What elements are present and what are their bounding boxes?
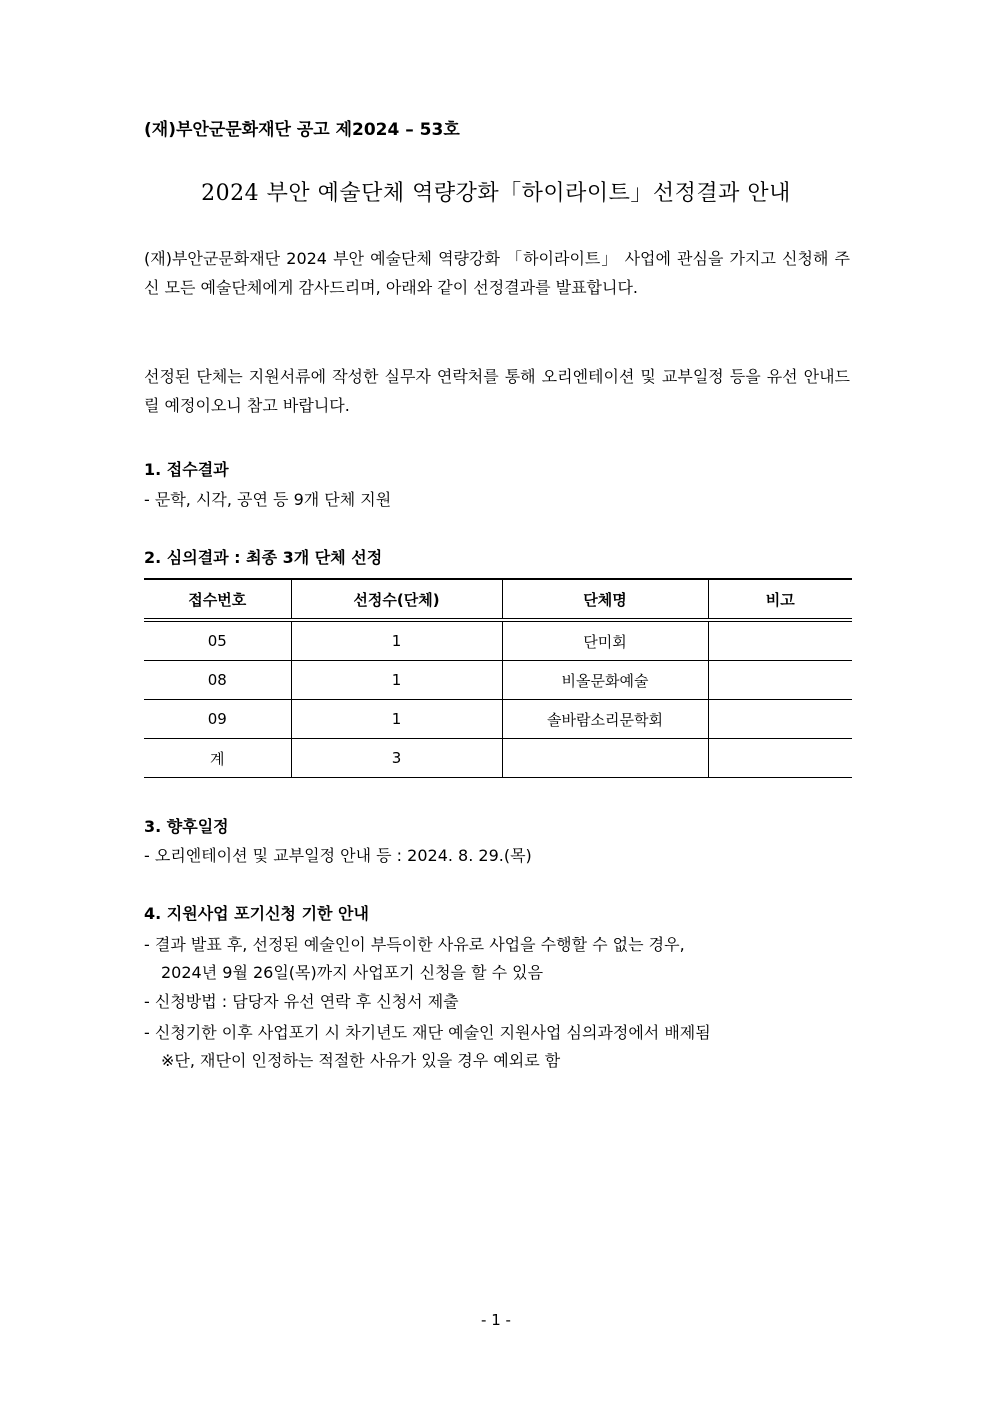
cell-remarks xyxy=(708,739,852,778)
table-header-row xyxy=(144,579,852,620)
document-title: 2024 부안 예술단체 역량강화「하이라이트」선정결과 안내 xyxy=(201,181,791,206)
table-row xyxy=(144,661,852,700)
section4-item1-line1: - 결과 발표 후, 선정된 예술인이 부득이한 사유로 사업을 수행할 수 없는 경우, xyxy=(144,935,685,954)
section2-heading: 2. 심의결과 : 최종 3개 단체 선정 xyxy=(144,548,383,567)
header-selected-count: 선정수(단체) xyxy=(291,579,502,620)
section4-item3: - 신청기한 이후 사업포기 시 차기년도 재단 예술인 지원사업 심의과정에서 배제됨 xyxy=(144,1023,711,1042)
header-remarks: 비고 xyxy=(708,579,852,620)
notice-number: (재)부안군문화재단 공고 제2024 – 53호 xyxy=(144,120,460,140)
intro-paragraph: (재)부안군문화재단 2024 부안 예술단체 역량강화 「하이라이트」 사업에 관심을 가지고 신청해 주신 모든 예술단체에게 감사드리며, 아래와 같이 선정결과를 발표합니다. xyxy=(144,249,850,297)
section4-item1-line2: 2024년 9월 26일(목)까지 사업포기 신청을 할 수 있음 xyxy=(161,963,544,982)
cell-group-name: 솔바람소리문학회 xyxy=(502,700,708,739)
section4-item2: - 신청방법 : 담당자 유선 연락 후 신청서 제출 xyxy=(144,992,459,1011)
cell-receipt-number: 05 xyxy=(144,620,291,661)
cell-remarks xyxy=(708,700,852,739)
table-row xyxy=(144,620,852,661)
cell-selected-count: 1 xyxy=(291,620,502,661)
cell-total-label: 계 xyxy=(144,739,291,778)
section1-heading: 1. 접수결과 xyxy=(144,460,229,479)
cell-total-count: 3 xyxy=(291,739,502,778)
cell-group-name: 비올문화예술 xyxy=(502,661,708,700)
section3-item: - 오리엔테이션 및 교부일정 안내 등 : 2024. 8. 29.(목) xyxy=(144,846,532,865)
section4-heading: 4. 지원사업 포기신청 기한 안내 xyxy=(144,904,369,923)
cell-remarks xyxy=(708,620,852,661)
section3-heading: 3. 향후일정 xyxy=(144,817,229,836)
cell-receipt-number: 08 xyxy=(144,661,291,700)
section4-item3-note: ※단, 재단이 인정하는 적절한 사유가 있을 경우 예외로 함 xyxy=(161,1051,561,1070)
table-row xyxy=(144,700,852,739)
header-group-name: 단체명 xyxy=(502,579,708,620)
page-number: - 1 - xyxy=(481,1311,511,1329)
cell-group-name xyxy=(502,739,708,778)
cell-remarks xyxy=(708,661,852,700)
second-paragraph: 선정된 단체는 지원서류에 작성한 실무자 연락처를 통해 오리엔테이션 및 교부일정 등을 유선 안내드릴 예정이오니 참고 바랍니다. xyxy=(144,367,850,415)
section1-item: - 문학, 시각, 공연 등 9개 단체 지원 xyxy=(144,490,392,509)
cell-receipt-number: 09 xyxy=(144,700,291,739)
header-receipt-number: 접수번호 xyxy=(144,579,291,620)
table-total-row xyxy=(144,739,852,778)
cell-group-name: 단미회 xyxy=(502,620,708,661)
cell-selected-count: 1 xyxy=(291,700,502,739)
cell-selected-count: 1 xyxy=(291,661,502,700)
selection-table xyxy=(144,578,852,778)
